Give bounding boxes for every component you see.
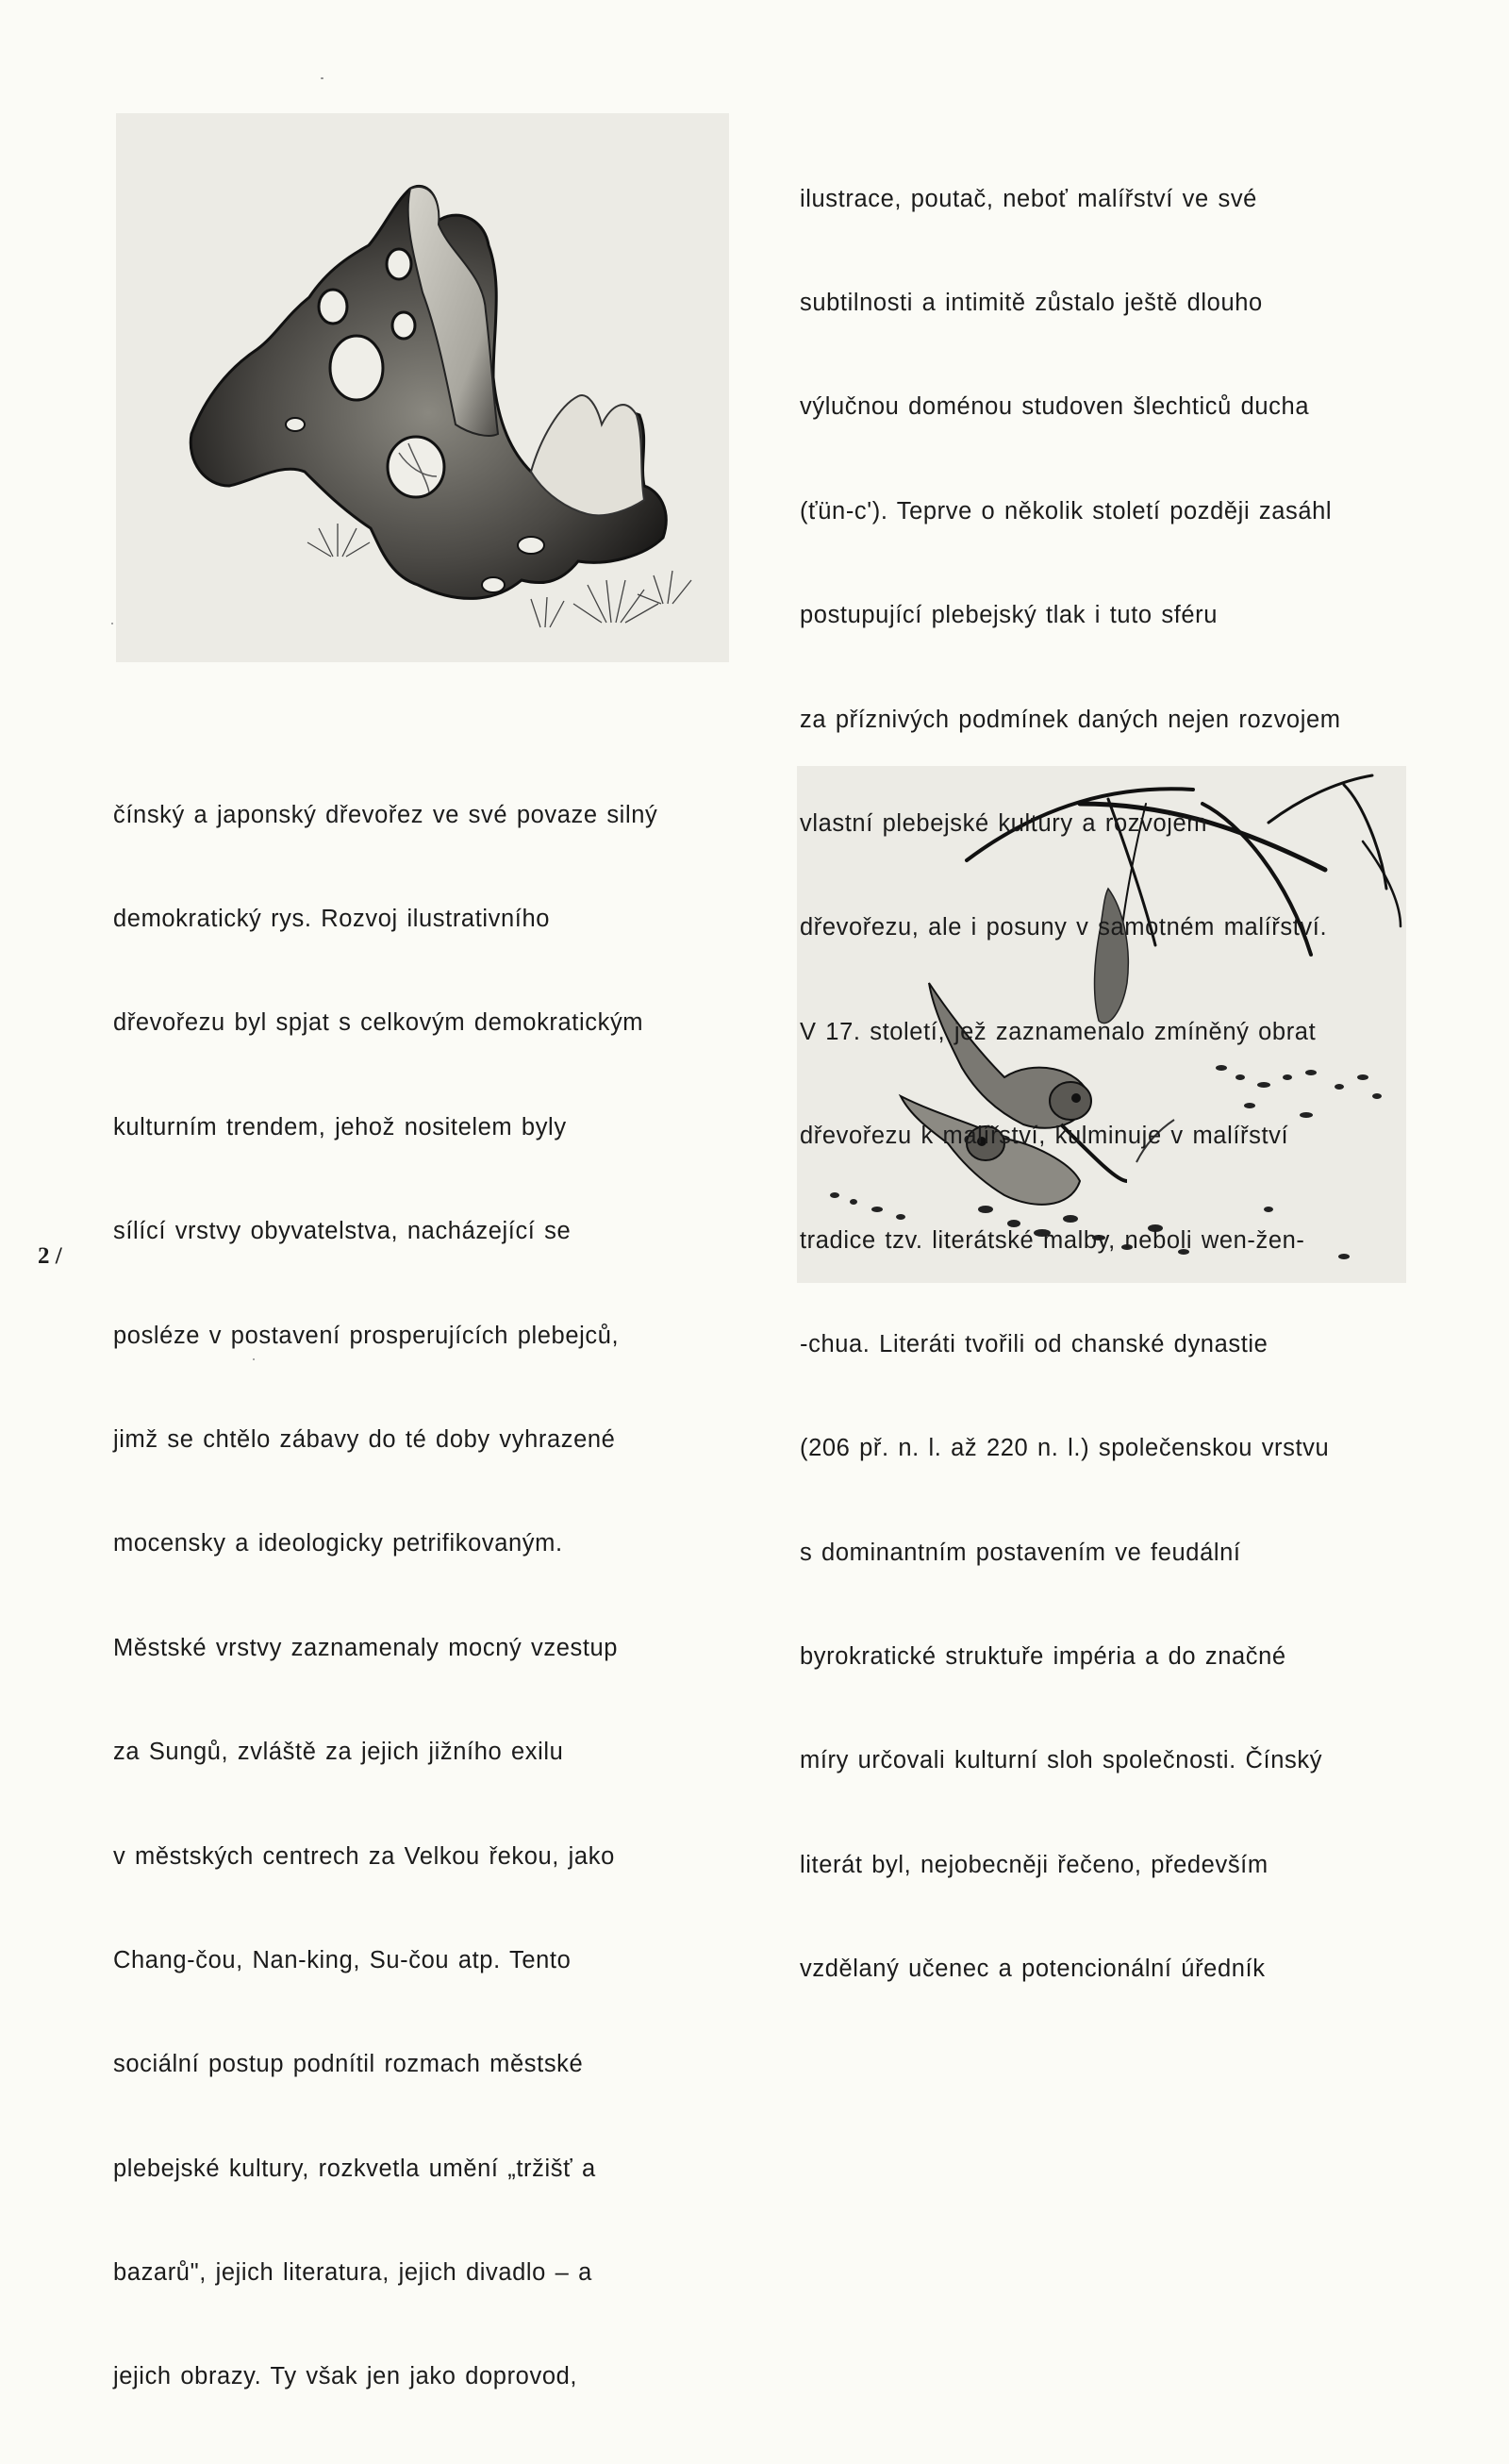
text-line: jejich obrazy. Ty však jen jako doprovod, [113, 2363, 578, 2390]
text-line: byrokratické struktuře impéria a do značné [800, 1643, 1286, 1671]
text-line: tradice tzv. literátské malby, neboli wen-žen- [800, 1226, 1305, 1254]
text-line: jimž se chtělo zábavy do té doby vyhrazené [113, 1425, 616, 1453]
rock-hole [319, 290, 347, 324]
rock-hole [482, 577, 505, 592]
text-line: vzdělaný učenec a potencionální úředník [800, 1956, 1266, 1983]
text-line: kulturním trendem, jehož nositelem byly [113, 1113, 567, 1140]
text-line: -chua. Literáti tvořili od chanské dynastie [800, 1330, 1269, 1357]
text-line: s dominantním postavením ve feudální [800, 1539, 1241, 1566]
rock-hole [330, 336, 383, 400]
text-line: plebejské kultury, rozkvetla umění „tržišť a [113, 2155, 596, 2182]
rock-hole [392, 312, 415, 339]
scholar-rock-illustration [116, 113, 729, 662]
rock-hole [387, 249, 411, 279]
text-line: výlučnou doménou studoven šlechticů ducha [800, 393, 1310, 421]
page-number: 2 / [38, 1243, 62, 1269]
text-line: subtilnosti a intimitě zůstalo ještě dlouho [800, 289, 1263, 316]
text-line: ilustrace, poutač, neboť malířství ve své [800, 185, 1257, 212]
rock-hole [388, 437, 444, 497]
text-line: v městských centrech za Velkou řekou, jako [113, 1842, 615, 1870]
text-line: čínský a japonský dřevořez ve své povaze silný [113, 801, 658, 828]
text-line: mocensky a ideologicky petrifikovaným. [113, 1530, 563, 1557]
text-line: demokratický rys. Rozvoj ilustrativního [113, 905, 551, 932]
text-line: dřevořezu k malířství, kulminuje v malířství [800, 1123, 1289, 1150]
text-line: Městské vrstvy zaznamenaly mocný vzestup [113, 1634, 619, 1661]
paper-speck [321, 77, 323, 79]
text-line: dřevořezu, ale i posuny v samotném malířství. [800, 914, 1328, 941]
text-line: vlastní plebejské kultury a rozvojem [800, 809, 1208, 837]
text-line: míry určovali kulturní sloh společnosti. Čínský [800, 1747, 1323, 1774]
rock-hole [286, 418, 305, 431]
text-line: V 17. století, jež zaznamenalo zmíněný obrat [800, 1018, 1317, 1045]
text-line: za příznivých podmínek daných nejen rozvojem [800, 706, 1341, 733]
text-line: (ťün-c'). Teprve o několik století později zasáhl [800, 497, 1333, 524]
text-line: posléze v postavení prosperujících plebejců, [113, 1322, 620, 1349]
text-line: bazarů", jejich literatura, jejich divadlo – a [113, 2259, 592, 2287]
text-line: literát byl, nejobecněji řečeno, především [800, 1851, 1269, 1878]
text-line: dřevořezu byl spjat s celkovým demokratickým [113, 1009, 644, 1037]
scholar-rock-drawing [116, 113, 729, 662]
text-line: (206 př. n. l. až 220 n. l.) společenskou vrstvu [800, 1435, 1330, 1462]
text-line: za Sungů, zvláště za jejich jižního exilu [113, 1739, 564, 1766]
rock-hole [518, 537, 544, 554]
text-line: Chang-čou, Nan-king, Su-čou atp. Tento [113, 1946, 572, 1973]
paper-speck [253, 1358, 255, 1360]
text-line: postupující plebejský tlak i tuto sféru [800, 602, 1219, 629]
text-line: sílící vrstvy obyvatelstva, nacházející se [113, 1218, 572, 1245]
right-text-column [800, 112, 1341, 2056]
paper-speck [111, 623, 113, 624]
left-text-column [113, 728, 657, 2464]
text-line: sociální postup podnítil rozmach městské [113, 2051, 584, 2078]
